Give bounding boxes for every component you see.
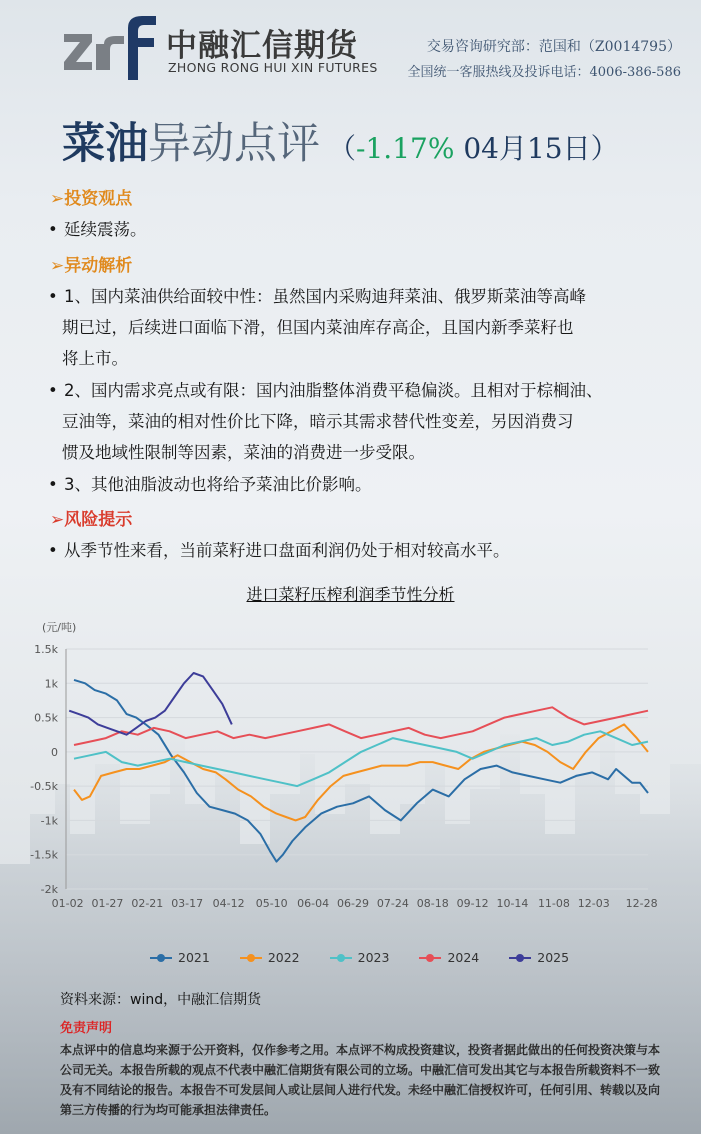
legend-label: 2024 [447, 950, 480, 965]
x-tick-label: 03-17 [171, 897, 204, 910]
chart-title-text: 进口菜籽压榨利润季节性分析 [246, 585, 455, 604]
page-title [62, 110, 619, 170]
legend-item-2024 [419, 950, 479, 965]
chart-title [0, 582, 701, 605]
bullet-text-cont: 期已过，后续进口面临下滑，但国内菜油库存高企，且国内新季菜籽也 [62, 318, 574, 337]
analyst-contact: 交易咨询研究部：范国和（Z0014795） [426, 39, 681, 55]
x-tick-label: 12-03 [577, 897, 610, 910]
bullet-text-cont: 惯及地域性限制等因素，菜油的消费进一步受限。 [62, 443, 425, 462]
bullet-text: 从季节性来看，当前菜籽进口盘面利润仍处于相对较高水平。 [64, 541, 510, 560]
seasonal-profit-chart [0, 630, 701, 920]
title-date: 04月15日） [454, 132, 619, 165]
bullet-text: 3、其他油脂波动也将给予菜油比价影响。 [64, 475, 372, 494]
y-axis-unit: (元/吨) [42, 621, 77, 634]
x-tick-label: 06-29 [337, 897, 369, 910]
section-heading-analysis: ➢异动解析 [50, 256, 133, 276]
legend-swatch [240, 957, 262, 959]
bullet-dot: • [48, 220, 58, 239]
y-tick-label: 0.5k [34, 711, 58, 725]
title-subtitle: 异动点评 [148, 119, 320, 169]
legend-label: 2022 [267, 950, 300, 965]
legend-label: 2025 [537, 950, 570, 965]
title-paren-open: （ [328, 132, 357, 165]
bullet-dot: • [48, 541, 58, 560]
x-tick-label: 11-08 [537, 897, 570, 910]
y-tick-label: 1k [44, 677, 58, 691]
x-tick-label: 12-28 [625, 897, 658, 910]
bullet-view-1 [48, 214, 673, 245]
brand-name-cn: 中融汇信期货 [166, 28, 358, 64]
bullet-analysis-3 [48, 469, 673, 500]
x-tick-label: 04-12 [212, 897, 245, 910]
x-tick-label: 09-12 [456, 897, 489, 910]
title-product: 菜油 [62, 119, 148, 169]
x-tick-label: 05-10 [255, 897, 288, 910]
x-tick-label: 07-24 [376, 897, 409, 910]
legend-label: 2023 [357, 950, 390, 965]
data-source: 资料来源：wind，中融汇信期货 [60, 992, 262, 1008]
legend-label: 2021 [178, 950, 210, 965]
y-tick-label: -2k [40, 883, 58, 896]
y-tick-label: 1.5k [34, 643, 58, 656]
section-heading-risk: ➢风险提示 [50, 510, 133, 530]
legend-item-2025 [509, 950, 569, 965]
brand-name-en: ZHONG RONG HUI XIN FUTURES [168, 60, 378, 75]
legend-swatch [150, 957, 172, 959]
chart-legend [150, 950, 569, 965]
legend-swatch [330, 957, 352, 959]
legend-swatch [509, 957, 531, 959]
legend-swatch [419, 957, 441, 959]
hotline-contact: 全国统一客服热线及投诉电话：4006-386-586 [407, 65, 681, 80]
disclaimer-text: 本点评中的信息均来源于公开资料，仅作参考之用。本点评不构成投资建议，投资者据此做出的任何投资决策与本公司无关。本报告所载的观点不代表中融汇信期货有限公司的立场。中融汇信可发出其它与本报告所载资料不一致及有不同结论的报告。本报告不可发层间人或让层间人进行代发。未经中融汇信授权许可，任何引用、转载以及向第三方传播的行为均可能承担法律责任。 [60, 1043, 661, 1117]
y-tick-label: -0.5k [30, 780, 58, 794]
disclaimer-title: 免责声明 [60, 1021, 113, 1036]
bullet-text: 1、国内菜油供给面较中性：虽然国内采购迪拜菜油、俄罗斯菜油等高峰 [64, 287, 586, 306]
bullet-dot: • [48, 287, 58, 306]
x-tick-label: 06-04 [297, 897, 330, 910]
price-change-pct: -1.17% [356, 132, 455, 165]
x-tick-label: 10-14 [496, 897, 529, 910]
y-tick-label: -1.5k [30, 848, 58, 862]
bullet-analysis-1 [48, 281, 673, 374]
legend-item-2022 [240, 950, 300, 965]
series-line-2025 [69, 673, 232, 735]
x-tick-label: 01-27 [91, 897, 124, 910]
bullet-dot: • [48, 381, 58, 400]
bullet-risk-1 [48, 535, 673, 566]
x-tick-label: 01-02 [51, 897, 84, 910]
y-tick-label: 0 [51, 745, 58, 759]
bullet-analysis-2 [48, 375, 673, 468]
series-line-2023 [74, 731, 648, 786]
section-heading-view: ➢投资观点 [50, 189, 133, 209]
x-tick-label: 08-18 [416, 897, 449, 910]
legend-item-2021 [150, 950, 210, 965]
bullet-dot: • [48, 475, 58, 494]
x-tick-label: 02-21 [131, 897, 164, 910]
bullet-text: 2、国内需求亮点或有限：国内油脂整体消费平稳偏淡。且相对于棕榈油、 [64, 381, 603, 400]
logo-icon [62, 14, 160, 82]
legend-item-2023 [330, 950, 390, 965]
bullet-text-cont: 将上市。 [62, 349, 128, 368]
bullet-text-cont: 豆油等，菜油的相对性价比下降，暗示其需求替代性变差，另因消费习 [62, 412, 574, 431]
bullet-text: 延续震荡。 [64, 220, 147, 239]
y-tick-label: -1k [40, 814, 58, 828]
